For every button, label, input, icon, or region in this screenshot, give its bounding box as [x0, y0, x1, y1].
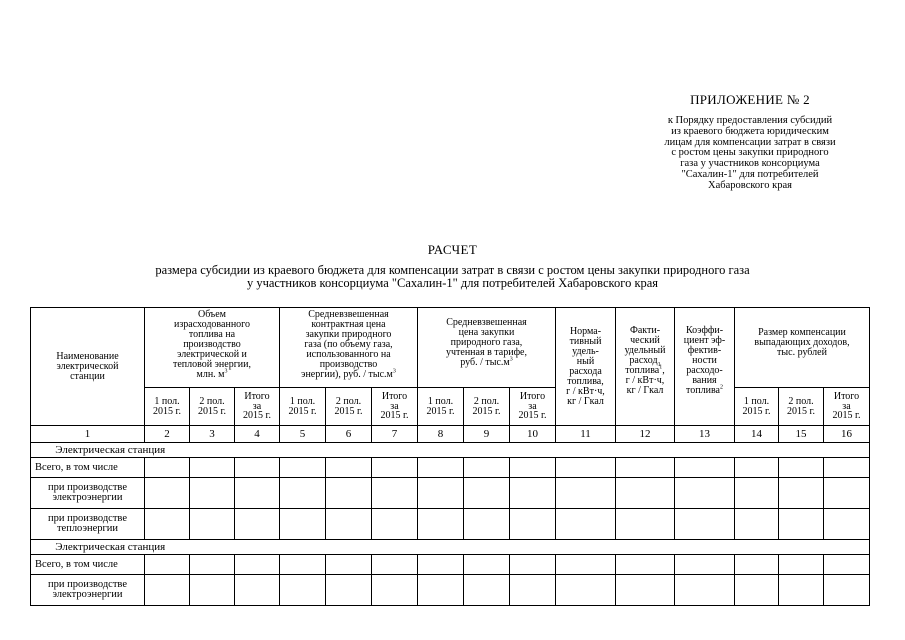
subheader-h2: [779, 388, 824, 426]
appendix-text: [630, 116, 870, 192]
header-text: кг / Гкал: [626, 385, 664, 396]
header-text: электрической: [56, 360, 119, 372]
table-cell: [326, 555, 372, 575]
column-number: 3: [190, 426, 235, 443]
table-cell: [510, 458, 556, 478]
header-fuel-volume: [145, 308, 280, 388]
header-compensation: [735, 308, 870, 388]
header-text: контрактная цена: [311, 319, 386, 330]
header-text: цена закупки: [458, 327, 515, 338]
header-text: г / кВт·ч,: [625, 375, 665, 386]
table-cell: [556, 555, 616, 575]
subheader-total: [510, 388, 556, 426]
table-cell: [735, 509, 779, 540]
table-cell: [464, 478, 510, 509]
row-label-text: Всего, в том числе: [35, 558, 118, 570]
table-row: [31, 509, 870, 540]
header-text: Размер компенсации: [758, 327, 846, 338]
column-number: 7: [372, 426, 418, 443]
header-text: учтенная в тарифе,: [445, 347, 527, 358]
row-label-text: электроэнергии: [52, 492, 123, 503]
subheader-text: 2015 г.: [153, 405, 181, 417]
appendix-line: лицам для компенсации затрат в связи: [664, 136, 836, 148]
subheader-total: [235, 388, 280, 426]
header-text: тыс. рублей: [777, 347, 827, 358]
header-text: топлива,: [567, 375, 604, 387]
table-cell: [190, 555, 235, 575]
header-text: удель-: [572, 345, 599, 357]
table-cell: [510, 478, 556, 509]
row-label: [31, 478, 145, 509]
table-cell: [616, 555, 675, 575]
footnote-mark: 2: [719, 384, 723, 391]
header-text: выпадающих доходов,: [754, 337, 850, 348]
row-label-text: электроэнергии: [52, 589, 123, 600]
table-cell: [326, 458, 372, 478]
table-cell: [675, 509, 735, 540]
table-cell: [190, 575, 235, 606]
header-text: топлива$^1$,: [625, 364, 665, 376]
header-text: расход: [629, 355, 658, 366]
subheader-total: [824, 388, 870, 426]
section-spacer: [190, 443, 870, 458]
table-cell: [779, 509, 824, 540]
header-text: Норма-: [569, 325, 602, 337]
table-cell: [464, 575, 510, 606]
table-cell: [145, 575, 190, 606]
subheader-text: 2 пол.: [788, 395, 814, 407]
subheader-text: Итого: [244, 391, 270, 403]
appendix-line: с ростом цены закупки природного: [671, 147, 829, 159]
table-cell: [326, 575, 372, 606]
subheader-text: 2015 г.: [518, 410, 547, 422]
header-text: ности: [692, 355, 717, 366]
header-text: ный: [576, 355, 595, 367]
table-cell: [145, 509, 190, 540]
header-station: [31, 308, 145, 426]
table-cell: [510, 575, 556, 606]
footnote-mark: 1: [657, 362, 661, 368]
table-cell: [824, 575, 870, 606]
subheader-h2: [464, 388, 510, 426]
header-contract-price: [280, 308, 418, 388]
subheader-h1: [280, 388, 326, 426]
table-cell: [418, 509, 464, 540]
appendix-line: к Порядку предоставления субсидий: [667, 115, 833, 126]
footnote-mark: 3: [509, 356, 513, 363]
header-text: топлива: [625, 365, 660, 376]
table-cell: [372, 478, 418, 509]
header-text: г / кВт·ч,: [566, 385, 605, 397]
header-norm-consumption: [556, 308, 616, 426]
header-text: Наименование: [56, 350, 119, 362]
subheader-h1: [418, 388, 464, 426]
table-cell: [824, 555, 870, 575]
section-title: Электрическая станция: [31, 540, 190, 555]
header-text: кг / Гкал: [567, 395, 604, 407]
subheader-text: 2 пол.: [473, 395, 500, 407]
header-text: станции: [70, 370, 105, 382]
table-cell: [616, 509, 675, 540]
header-text: Средневзвешенная: [446, 317, 527, 328]
table-cell: [190, 478, 235, 509]
header-text: производство: [183, 339, 241, 350]
subheader-text: 2015 г.: [787, 405, 815, 417]
table-cell: [145, 458, 190, 478]
subheader-text: 2015 г.: [832, 410, 861, 422]
table-cell: [510, 555, 556, 575]
subheader-text: 2015 г.: [198, 405, 226, 417]
table-cell: [235, 555, 280, 575]
header-text: производство: [319, 359, 378, 370]
table-cell: [418, 555, 464, 575]
subheader-h1: [735, 388, 779, 426]
section-row: [31, 540, 870, 555]
table-cell: [735, 555, 779, 575]
appendix-title: ПРИЛОЖЕНИЕ № 2: [690, 92, 810, 107]
table-cell: [779, 575, 824, 606]
table-cell: [735, 458, 779, 478]
header-text: Факти-: [629, 325, 661, 336]
table-cell: [280, 458, 326, 478]
table-cell: [556, 458, 616, 478]
column-number: 16: [824, 426, 870, 443]
appendix-line: газа у участников консорциума: [680, 158, 820, 170]
table-cell: [779, 478, 824, 509]
column-number: 14: [735, 426, 779, 443]
subheader-h1: [145, 388, 190, 426]
subheader-text: 2 пол.: [335, 395, 362, 407]
row-label-text: Всего, в том числе: [35, 461, 118, 473]
table-cell: [556, 509, 616, 540]
table-cell: [145, 478, 190, 509]
header-text: энергии), руб. / тыс.м: [301, 369, 393, 380]
document-subtitle: [0, 264, 905, 290]
appendix-line: из краевого бюджета юридическим: [671, 125, 829, 137]
table-cell: [616, 458, 675, 478]
header-text: удельный: [624, 345, 666, 356]
column-number: 11: [556, 426, 616, 443]
table-cell: [280, 555, 326, 575]
table-cell: [675, 555, 735, 575]
subtitle-line-2: у участников консорциума "Сахалин-1" для потребителей Хабаровского края: [246, 276, 659, 290]
table-cell: [326, 509, 372, 540]
table-cell: [372, 555, 418, 575]
header-text: тивный: [569, 335, 602, 347]
section-row: [31, 443, 870, 458]
table-cell: [326, 478, 372, 509]
table-row: [31, 555, 870, 575]
header-text: Коэффи-: [685, 325, 724, 336]
column-number: 6: [326, 426, 372, 443]
header-fact-consumption: [616, 308, 675, 426]
header-text: ческий: [630, 335, 660, 346]
column-number: 2: [145, 426, 190, 443]
row-label-text: при производстве: [48, 579, 127, 590]
header-text: [676, 386, 733, 396]
document-title: РАСЧЕТ: [427, 242, 478, 257]
table-cell: [235, 509, 280, 540]
header-text: расходо-: [686, 365, 723, 376]
row-label: [31, 555, 145, 575]
header-text: Средневзвешенная: [308, 309, 389, 320]
row-label-text: при производстве: [48, 482, 127, 493]
table-cell: [280, 575, 326, 606]
subheader-text: 2015 г.: [742, 405, 771, 417]
section-title: Электрическая станция: [31, 443, 190, 458]
column-number: 4: [235, 426, 280, 443]
table-cell: [280, 478, 326, 509]
table-row: [31, 478, 870, 509]
header-efficiency-coef: [675, 308, 735, 426]
subheader-text: за: [252, 400, 262, 412]
subheader-text: Итого: [519, 391, 546, 403]
subheader-text: 2015 г.: [243, 410, 271, 422]
footnote-mark: 1: [659, 364, 663, 371]
subheader-h2: [190, 388, 235, 426]
table-cell: [675, 575, 735, 606]
header-text: [281, 370, 416, 380]
subheader-text: 2 пол.: [199, 395, 225, 407]
table-cell: [735, 575, 779, 606]
header-text: израсходованного: [173, 319, 251, 330]
table-cell: [824, 458, 870, 478]
footnote-mark: 3: [392, 368, 396, 375]
table-cell: [418, 478, 464, 509]
header-text: расхода: [569, 365, 602, 377]
table-cell: [824, 478, 870, 509]
subheader-text: 2015 г.: [426, 405, 455, 417]
subheader-text: 1 пол.: [427, 395, 454, 407]
footnote-mark: 3: [224, 368, 228, 375]
section-spacer: [190, 540, 870, 555]
table-cell: [464, 555, 510, 575]
table-cell: [418, 458, 464, 478]
table-cell: [779, 555, 824, 575]
table-cell: [556, 575, 616, 606]
subheader-text: 2015 г.: [380, 410, 409, 422]
column-number: 10: [510, 426, 556, 443]
subheader-text: за: [390, 400, 399, 412]
table-cell: [675, 478, 735, 509]
subheader-h2: [326, 388, 372, 426]
table-cell: [675, 458, 735, 478]
table-cell: [372, 509, 418, 540]
appendix-line: Хабаровского края: [708, 179, 792, 191]
header-text: тепловой энергии,: [172, 359, 252, 370]
subheader-total: [372, 388, 418, 426]
header-text: млн. м: [196, 369, 225, 380]
row-label: [31, 509, 145, 540]
subheader-text: 1 пол.: [289, 395, 316, 407]
column-number: 1: [31, 426, 145, 443]
subheader-text: 2015 г.: [334, 405, 363, 417]
header-text: Объем: [198, 309, 226, 320]
table-cell: [280, 509, 326, 540]
subtitle-line-1: размера субсидии из краевого бюджета для компенсации затрат в связи с ростом цены закупки природного газа: [155, 263, 750, 277]
table-row: [31, 458, 870, 478]
table-cell: [418, 575, 464, 606]
table-cell: [556, 478, 616, 509]
column-number: 13: [675, 426, 735, 443]
table-cell: [235, 458, 280, 478]
header-text: электрической и: [177, 349, 247, 360]
row-label-text: при производстве: [48, 513, 127, 524]
header-text: газа (по объему газа,: [304, 339, 393, 350]
row-label: [31, 575, 145, 606]
header-text: фектив-: [687, 345, 722, 356]
column-number: 5: [280, 426, 326, 443]
table-cell: [779, 458, 824, 478]
appendix-line: "Сахалин-1" для потребителей: [681, 168, 819, 180]
table-cell: [372, 458, 418, 478]
subheader-text: 1 пол.: [743, 395, 770, 407]
column-number: 8: [418, 426, 464, 443]
column-number: 15: [779, 426, 824, 443]
header-text: руб. / тыс.м: [460, 357, 510, 368]
table-cell: [616, 575, 675, 606]
header-tariff-price: [418, 308, 556, 388]
table-cell: [235, 575, 280, 606]
table-cell: [464, 509, 510, 540]
table-cell: [190, 509, 235, 540]
header-text: использованного на: [306, 349, 391, 360]
header-text: циент эф-: [683, 335, 726, 346]
subheader-text: за: [528, 400, 537, 412]
header-text: [419, 358, 554, 368]
subheader-text: 1 пол.: [154, 395, 180, 407]
column-number: 12: [616, 426, 675, 443]
header-text: вания: [692, 375, 717, 386]
subheader-text: Итого: [381, 391, 408, 403]
table-cell: [235, 478, 280, 509]
header-text: топлива: [686, 385, 720, 396]
header-text: природного газа,: [450, 337, 523, 348]
header-text: [146, 370, 278, 380]
subheader-text: за: [842, 400, 851, 412]
header-text: закупки природного: [305, 329, 392, 340]
table-cell: [145, 555, 190, 575]
table-cell: [372, 575, 418, 606]
subheader-text: 2015 г.: [472, 405, 501, 417]
table-cell: [616, 478, 675, 509]
table-cell: [824, 509, 870, 540]
appendix-block: [630, 92, 870, 192]
column-number: 9: [464, 426, 510, 443]
calculation-table: [30, 307, 870, 606]
table-cell: [190, 458, 235, 478]
table-cell: [735, 478, 779, 509]
table-cell: [510, 509, 556, 540]
row-label-text: теплоэнергии: [56, 523, 119, 534]
column-numbers-row: [31, 426, 870, 443]
subheader-text: Итого: [833, 391, 860, 403]
subheader-text: 2015 г.: [288, 405, 317, 417]
row-label: [31, 458, 145, 478]
table-row: [31, 575, 870, 606]
header-text: топлива на: [188, 329, 236, 340]
table-cell: [464, 458, 510, 478]
